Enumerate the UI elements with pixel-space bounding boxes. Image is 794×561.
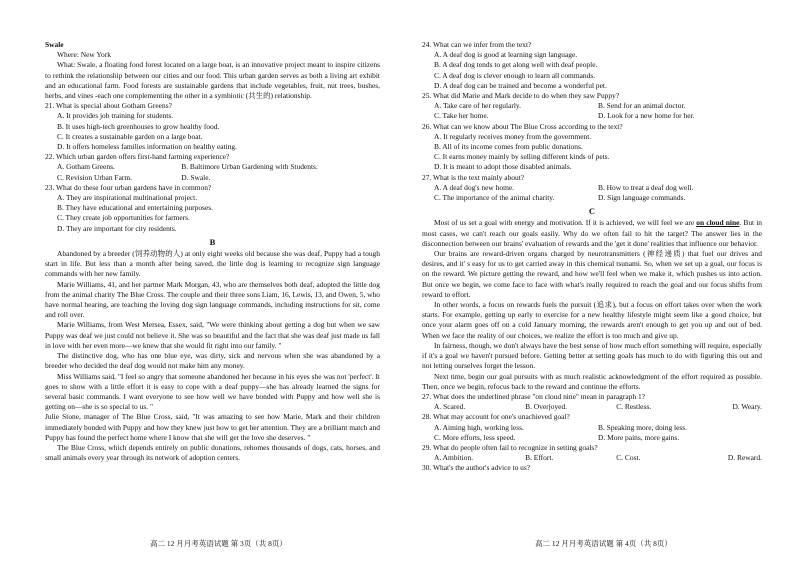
underlined-phrase: on cloud nine (696, 218, 740, 228)
question-27-c: 27. What does the underlined phrase "on cloud nine" mean in paragraph 1? (422, 391, 645, 401)
swale-what: What: Swale, a floating food forest located on a large boat, is an innovative project meant to inspire citizens to rethink the relationship between our cities and our food. This urban garden serves as both a living art exhibit and an educational farm. Food forests are sustainable gardens that include vegetables, fruit, nut trees, bushes, herbs, and vines -each one complementing the other in a symbiotic (共生的) relationship. (45, 60, 380, 101)
options-27-row1 (422, 183, 762, 193)
option-28a: A. Aiming high, working less. (434, 422, 524, 432)
options-27-row2 (422, 193, 762, 203)
option-22b: B. Baltimore Urban Gardening with Students. (181, 162, 318, 172)
option-24b: B. A deaf dog tends to get along well with deaf people. (434, 60, 598, 70)
passage-b-p7: The Blue Cross, which depends entirely on public donations, rehomes thousands of dogs, cats, horses, and small animals every year through its network of adoption centers. (45, 442, 380, 463)
option-29d: D. Reward. (727, 453, 762, 463)
option-27c-d: D. Weary. (732, 402, 762, 412)
swale-where: Where: New York (57, 50, 111, 60)
section-c-heading: C (588, 206, 596, 217)
option-23d: D. They are important for city residents. (57, 223, 177, 233)
option-29b: B. Effort. (525, 453, 554, 463)
passage-c-p2: Our brains are reward-driven organs charged by neurotransmitters (神经递质) that fuel our drives and desires, and it' s easy for us to get carried away in this chemical tsunami. So, when we set up a goal, our focus is on the reward. We picture getting the reward, and how we'll feel when we make it, which pushes us into action. But once we begin, we come face to face with what's really required to reach the goal and our focus shifts from reward to effort. (422, 249, 762, 299)
passage-b-p1: Abandoned by a breeder (饲养动物的人) at only eight weeks old because she was deaf, Puppy had a tough start in life. But less than a month after being saved, the little dog is learning to recognize sign language commands with her new family. (45, 249, 380, 279)
question-30: 30. What's the author's advice to us? (422, 463, 531, 473)
passage-b-p3: Marie Williams, from West Mersea, Essex, said, "We were thinking about getting a dog but when we saw Puppy was deaf we just could not believe it. She was so beautiful and the fact that she was deaf just made us fall in love with her even more—we knew that she would fit right into our family. " (45, 320, 380, 350)
question-21: 21. What is special about Gotham Greens? (45, 101, 172, 111)
option-26a: A. It regularly receives money from the government. (434, 131, 592, 141)
passage-c-p1 (422, 218, 762, 249)
page-footer-right: 高二 12 月月考英语试题 第 4页（共 8页） (535, 539, 672, 548)
question-29: 29. What do people often fail to recognize in setting goals? (422, 442, 598, 452)
question-22: 22. Which urban garden offers first-hand farming experience? (45, 152, 230, 162)
option-29c: C. Cost. (616, 453, 641, 463)
options-25-row2 (422, 111, 762, 121)
option-25d: D. Look for a new home for her. (598, 111, 695, 121)
options-27c-row (422, 402, 762, 412)
option-27c-b: B. Overjoyed. (525, 402, 568, 412)
passage-b-p6: Julie Stone, manager of The Blue Cross, said, "It was amazing to see how Marie, Mark and their children immediately bonded with Puppy and how they knew just how to get her attention. They are a brilliant match and Puppy has found the perfect home where I know that she will get the love she deserves. " (45, 412, 380, 442)
options-28-row1 (422, 423, 762, 433)
option-24c: C. A deaf dog is clever enough to learn all commands. (434, 70, 596, 80)
option-23c: C. They create job opportunities for farmers. (57, 213, 190, 223)
options-29-row (422, 453, 762, 463)
option-27c-a: A. Scared. (434, 402, 466, 412)
option-28d: D. More pains, more gains. (598, 432, 680, 442)
passage-c-p1-start: Most of us set a goal with energy and motivation. If it is achieved, we will feel we are (434, 218, 697, 228)
option-26b: B. All of its income comes from public donations. (434, 142, 583, 152)
section-b-heading: B (209, 236, 216, 247)
passage-b-p2: Marie Williams, 41, and her partner Mark Morgan, 43, who are themselves both deaf, adopted the little dog from the animal charity The Blue Cross. The couple and their three sons Liam, 16, Lewis, 13, and Owen, 5, who have normal hearing, are teaching the loving dog sign language commands, including instructions for sit, come and roll over. (45, 279, 380, 320)
option-26c: C. It earns money mainly by selling different kinds of pets. (434, 152, 610, 162)
right-column (422, 40, 762, 474)
question-24: 24. What can we infer from the text? (422, 40, 532, 49)
question-27: 27. What is the text mainly about? (422, 172, 525, 182)
passage-b-p5: Miss Williams said, "I feel so angry that someone abandoned her because in his eyes she was not 'perfect'. It goes to show with a little effort it is easy to cope with a deaf puppy—she has already learned the signs for several basic commands. I want everyone to see how well we have bonded with Puppy and how well she is getting on—she is so special to us. " (45, 371, 380, 412)
page-footer-left: 高二 12 月月考英语试题 第 3页（共 8页） (150, 539, 287, 548)
option-27b: B. How to treat a deaf dog well. (598, 182, 694, 192)
option-21c: C. It creates a sustainable garden on a large boat. (57, 131, 203, 141)
option-21b: B. It uses high-tech greenhouses to grow healthy food. (57, 121, 220, 131)
option-22a: A. Gotham Greens. (57, 162, 115, 172)
option-22d: D. Swale. (181, 172, 211, 182)
question-26: 26. What can we know about The Blue Cross according to the text? (422, 121, 623, 131)
option-27a: A. A deaf dog's new home. (434, 182, 515, 192)
options-22-row2 (45, 173, 380, 183)
option-27c: C. The importance of the animal charity. (434, 193, 555, 203)
option-23a: A. They are inspirational multinational project. (57, 193, 198, 203)
option-27d: D. Sign language commands. (598, 193, 686, 203)
passage-c-p4: In fairness, though, we don't always have the best sense of how much effort something will require, especially if it's a goal we haven't pursued before. Getting better at setting goals has much to do with figuring this out and not letting ourselves forget the lesson. (422, 340, 762, 371)
question-23: 23. What do these four urban gardens have in common? (45, 182, 212, 192)
option-25b: B. Send for an animal doctor. (598, 101, 686, 111)
passage-c-p5: Next time, begin our goal pursuits with as much realistic acknowledgment of the effort required as possible. Then, once we begin, refocus back to the reward and continue the efforts. (422, 371, 762, 391)
option-28b: B. Speaking more, doing less. (598, 422, 688, 432)
option-21d: D. It offers homeless families information on healthy eating. (57, 142, 237, 152)
option-28c: C. More efforts, less speed. (434, 432, 516, 442)
section-title-swale: Swale (45, 40, 64, 49)
passage-c-p3: In other words, a focus on rewards fuels the pursuit (追求), but a focus on effort takes over when the work starts. For example, getting up early to exercise for a new healthy lifestyle might seem like a good choice, but once your alarm goes off on a cold January morning, the rewards aren't enough to get you up and out of bed. When we face the reality of our choices, we realize the effort is too much and give up. (422, 300, 762, 340)
option-26d: D. It is meant to adopt those disabled animals. (434, 162, 572, 172)
option-25a: A. Take care of her regularly. (434, 101, 522, 111)
option-21a: A. It provides job training for students. (57, 111, 174, 121)
passage-c-p1-end: . But in most cases, we can't reach our goals easily. Why do we often fail to hit the target? The answer lies in the disconnection between our brains' evaluation of rewards and the 'get it done' realities that influence our behavior. (422, 218, 763, 248)
option-24d: D. A deaf dog can be trained and become a wonderful pet. (434, 80, 607, 90)
left-column (45, 40, 380, 463)
option-25c: C. Take her home. (434, 111, 489, 121)
passage-b-p4: The distinctive dog, who has one blue eye, was dirty, sick and nervous when she was abandoned by a breeder who decided the deaf dog would not make him any money. (45, 351, 380, 371)
question-25: 25. What did Marie and Mark decide to do when they saw Puppy? (422, 91, 620, 101)
options-25-row1 (422, 101, 762, 111)
option-27c-c: C. Restless. (616, 402, 652, 412)
option-23b: B. They have educational and entertaining purposes. (57, 203, 214, 213)
options-28-row2 (422, 433, 762, 443)
option-22c: C. Revision Urban Farm. (57, 172, 132, 182)
options-22-row1 (45, 162, 380, 172)
option-24a: A. A deaf dog is good at learning sign language. (434, 50, 578, 60)
option-29a: A. Ambition. (434, 453, 474, 463)
question-28: 28. What may account for one's unachieved goal? (422, 412, 570, 422)
